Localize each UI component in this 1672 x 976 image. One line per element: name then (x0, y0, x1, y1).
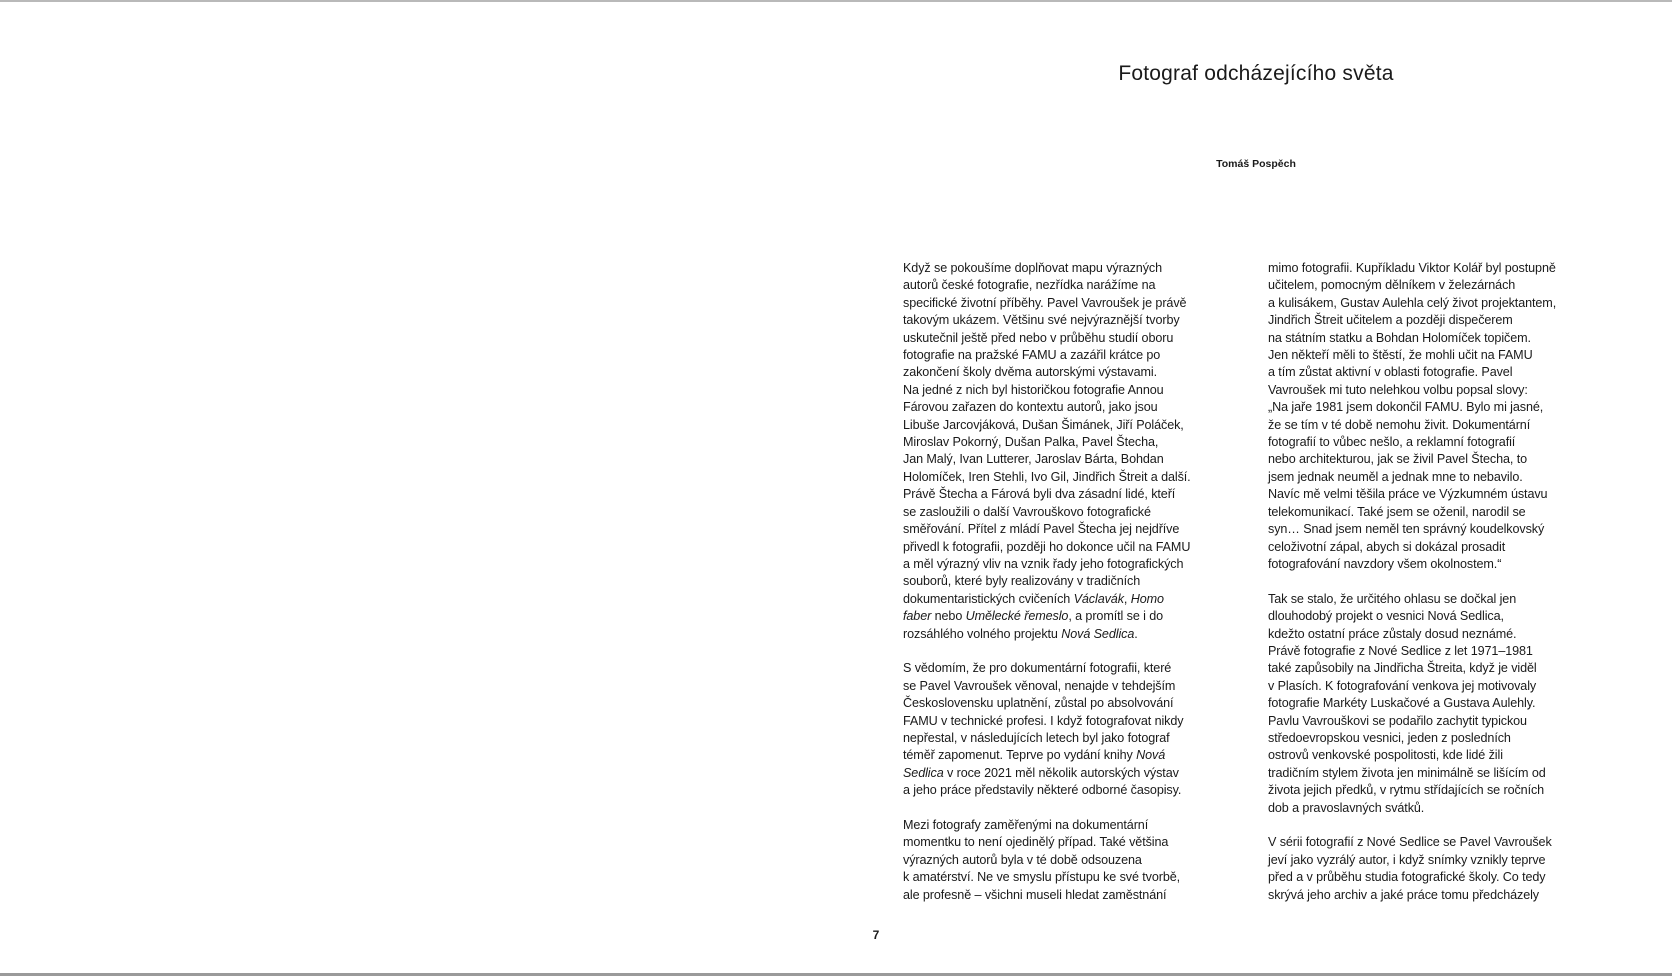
text-segment: V sérii fotografií z Nové Sedlice se Pavel Vavroušek (1268, 835, 1552, 850)
text-line (1268, 504, 1620, 521)
text-line (903, 660, 1255, 677)
text-segment: ostrovů venkovské pospolitosti, kde lidé žili (1268, 748, 1503, 763)
italic-title-segment: Nová Sedlica (1061, 626, 1135, 641)
text-line (903, 713, 1255, 730)
text-segment: rozsáhlého volného projektu (903, 626, 1062, 641)
italic-title-segment: Sedlica (903, 765, 944, 780)
article-title: Fotograf odcházejícího světa (1118, 62, 1394, 85)
text-line (1268, 782, 1620, 799)
text-line (903, 834, 1255, 851)
text-segment: a jeho práce představily některé odborné časopisy. (903, 783, 1182, 798)
text-line (903, 887, 1255, 904)
text-line (903, 486, 1255, 503)
text-segment: a tím zůstat aktivní v oblasti fotografie. Pavel (1268, 365, 1513, 380)
text-segment: že se tím v té době nemohu živit. Dokumentární (1268, 417, 1531, 432)
text-segment: celoživotní zápal, abych si dokázal prosadit (1268, 539, 1506, 554)
text-line (903, 765, 1255, 782)
text-segment: Libuše Jarcovjáková, Dušan Šimánek, Jiří Poláček, (903, 417, 1184, 432)
text-line (903, 782, 1255, 799)
text-segment: života jejich předků, v rytmu střídajících se ročních (1268, 783, 1545, 798)
text-line (1268, 451, 1620, 468)
text-segment: výrazných autorů byla v té době odsouzena (903, 852, 1142, 867)
text-segment: momentku to není ojedinělý případ. Také většina (903, 835, 1169, 850)
italic-title-segment: Nová (1136, 748, 1166, 763)
text-segment: tradičním stylem života jen minimálně se lišícím od (1268, 765, 1546, 780)
text-segment: Jen někteří měli to štěstí, že mohli učit na FAMU (1268, 348, 1533, 363)
text-line (1268, 800, 1620, 817)
text-line (1268, 330, 1620, 347)
text-segment: dlouhodobý projekt o vesnici Nová Sedlica, (1268, 609, 1504, 624)
text-line (1268, 887, 1620, 904)
text-segment: Jindřich Štreit učitelem a později dispečerem (1268, 313, 1513, 328)
text-segment: dob a pravoslavných svátků. (1268, 800, 1425, 815)
text-segment: nebo architekturou, jak se živil Pavel Štecha, to (1268, 452, 1528, 467)
text-column-right (1268, 260, 1620, 904)
italic-title-segment: Umělecké řemeslo (965, 609, 1069, 624)
text-segment: jeví jako vyzrálý autor, i když snímky vznikly teprve (1268, 852, 1546, 867)
text-segment: dokumentaristických cvičeních (903, 591, 1074, 606)
text-segment: fotografií to vůbec nešlo, a reklamní fotografií (1268, 435, 1516, 450)
text-line (903, 260, 1255, 277)
text-line (1268, 713, 1620, 730)
text-segment: a kulisákem, Gustav Aulehla celý život projektantem, (1268, 295, 1557, 310)
text-line (1268, 608, 1620, 625)
text-line (1268, 277, 1620, 294)
text-segment: Na jedné z nich byl historičkou fotografie Annou (903, 382, 1164, 397)
text-line (903, 695, 1255, 712)
text-line (903, 295, 1255, 312)
text-segment: před a v průběhu studia fotografické školy. Co tedy (1268, 870, 1546, 885)
text-line (1268, 834, 1620, 851)
text-line (903, 852, 1255, 869)
text-line (903, 399, 1255, 416)
paragraph-gap (903, 643, 1255, 660)
text-segment: , (1123, 591, 1131, 606)
text-segment: telekomunikací. Také jsem se oženil, narodil se (1268, 504, 1526, 519)
text-line (903, 504, 1255, 521)
text-line (1268, 399, 1620, 416)
text-segment: směřování. Přítel z mládí Pavel Štecha jej nejdříve (903, 522, 1180, 537)
text-segment: přivedl k fotografii, později ho dokonce učil na FAMU (903, 539, 1191, 554)
text-line (903, 608, 1255, 625)
text-column-left (903, 260, 1255, 904)
text-segment: Tak se stalo, že určitého ohlasu se dočkal jen (1268, 591, 1517, 606)
text-segment: na státním statku a Bohdan Holomíček topičem. (1268, 330, 1531, 345)
text-line (903, 539, 1255, 556)
text-line (1268, 260, 1620, 277)
text-line (903, 573, 1255, 590)
text-segment: S vědomím, že pro dokumentární fotografii, které (903, 661, 1172, 676)
text-line (903, 469, 1255, 486)
text-line (903, 556, 1255, 573)
text-segment: Právě fotografie z Nové Sedlice z let 1971–1981 (1268, 643, 1533, 658)
text-segment: mimo fotografii. Kupříkladu Viktor Kolář byl postupně (1268, 261, 1556, 275)
text-segment: Navíc mě velmi těšila práce ve Výzkumném ústavu (1268, 487, 1548, 502)
text-segment: se Pavel Vavroušek věnoval, nenajde v tehdejším (903, 678, 1176, 693)
text-line (1268, 556, 1620, 573)
text-segment: fotografování navzdory všem okolnostem.“ (1268, 556, 1502, 571)
text-line (1268, 591, 1620, 608)
text-segment: autorů české fotografie, nezřídka narážíme na (903, 278, 1156, 293)
text-segment: Pavlu Vavrouškovi se podařilo zachytit typickou (1268, 713, 1527, 728)
text-segment: skrývá jeho archiv a jaké práce tomu předcházely (1268, 887, 1539, 902)
top-border-rule (0, 0, 1672, 2)
text-segment: učitelem, pomocným dělníkem v železárnách (1268, 278, 1516, 293)
text-line (1268, 695, 1620, 712)
text-line (903, 312, 1255, 329)
paragraph-gap (1268, 573, 1620, 590)
text-line (903, 817, 1255, 834)
text-line (1268, 765, 1620, 782)
text-line (903, 347, 1255, 364)
text-line (1268, 678, 1620, 695)
italic-title-segment: Václavák (1073, 591, 1124, 606)
italic-title-segment: faber (903, 609, 932, 624)
text-segment: ale profesně – všichni museli hledat zaměstnání (903, 887, 1167, 902)
text-line (1268, 469, 1620, 486)
text-segment: fotografie na pražské FAMU a zazářil krátce po (903, 348, 1161, 363)
text-line (1268, 643, 1620, 660)
text-line (1268, 539, 1620, 556)
text-segment: fotografie Markéty Luskačové a Gustava Aulehly. (1268, 696, 1536, 711)
text-segment: Právě Štecha a Fárová byli dva zásadní lidé, kteří (903, 487, 1176, 502)
text-line (903, 451, 1255, 468)
text-line (1268, 852, 1620, 869)
text-line (1268, 382, 1620, 399)
text-segment: specifické životní příběhy. Pavel Vavroušek je právě (903, 295, 1187, 310)
text-line (903, 747, 1255, 764)
text-segment: v roce 2021 měl několik autorských výstav (943, 765, 1179, 780)
text-segment: FAMU v technické profesi. I když fotografovat nikdy (903, 713, 1184, 728)
text-line (1268, 660, 1620, 677)
page-number: 7 (872, 928, 880, 942)
text-segment: se zasloužili o další Vavrouškovo fotografické (903, 504, 1151, 519)
text-segment: souborů, které byly realizovány v tradičních (903, 574, 1141, 589)
text-segment: a měl výrazný vliv na vznik řady jeho fotografických (903, 556, 1184, 571)
text-segment: středoevropskou vesnici, jeden z posledních (1268, 730, 1511, 745)
paragraph-gap (903, 800, 1255, 817)
text-line (903, 364, 1255, 381)
text-line (903, 434, 1255, 451)
text-segment: zakončení školy dvěma autorskými výstavami. (903, 365, 1157, 380)
text-segment: Fárovou zařazen do kontextu autorů, jako jsou (903, 400, 1158, 415)
text-segment: Holomíček, Iren Stehli, Ivo Gil, Jindřich Štreit a další. (903, 469, 1191, 484)
text-segment: v Plasích. K fotografování venkova jej motivovaly (1268, 678, 1537, 693)
text-segment: syn… Snad jsem neměl ten správný koudelkovský (1268, 522, 1545, 537)
text-segment: kdežto ostatní práce zůstaly dosud neznámé. (1268, 626, 1517, 641)
text-segment: nebo (931, 609, 966, 624)
text-segment: téměř zapomenut. Teprve po vydání knihy (903, 748, 1137, 763)
text-segment: Vavroušek mi tuto nelehkou volbu popsal slovy: (1268, 382, 1528, 397)
paragraph-gap (1268, 817, 1620, 834)
text-segment: Československu uplatnění, zůstal po absolvování (903, 696, 1174, 711)
text-line (1268, 312, 1620, 329)
text-line (1268, 364, 1620, 381)
text-line (1268, 347, 1620, 364)
text-line (903, 382, 1255, 399)
text-line (903, 730, 1255, 747)
text-segment: Miroslav Pokorný, Dušan Palka, Pavel Štecha, (903, 435, 1159, 450)
text-line (903, 626, 1255, 643)
text-line (1268, 521, 1620, 538)
text-line (1268, 486, 1620, 503)
text-line (903, 277, 1255, 294)
text-segment: jsem jednak neuměl a jednak mne to nebavilo. (1268, 469, 1523, 484)
text-line (903, 521, 1255, 538)
text-line (903, 869, 1255, 886)
text-segment: takovým ukázem. Většinu své nejvýraznější tvorby (903, 313, 1180, 328)
text-line (1268, 747, 1620, 764)
text-line (903, 417, 1255, 434)
text-line (1268, 730, 1620, 747)
text-segment: , a promítl se i do (1068, 609, 1164, 624)
text-segment: také zapůsobily na Jindřicha Štreita, když je viděl (1268, 661, 1537, 676)
text-line (1268, 295, 1620, 312)
text-line (1268, 417, 1620, 434)
article-author: Tomáš Pospěch (1216, 158, 1296, 170)
text-line (1268, 434, 1620, 451)
text-segment: Mezi fotografy zaměřenými na dokumentární (903, 817, 1149, 832)
text-line (903, 678, 1255, 695)
text-line (1268, 869, 1620, 886)
text-segment: . (1134, 626, 1138, 641)
text-segment: Když se pokoušíme doplňovat mapu výrazných (903, 261, 1163, 275)
text-segment: uskutečnil ještě před nebo v průběhu studií oboru (903, 330, 1174, 345)
text-line (1268, 626, 1620, 643)
text-segment: nepřestal, v následujících letech byl jako fotograf (903, 730, 1170, 745)
text-line (903, 330, 1255, 347)
text-segment: „Na jaře 1981 jsem dokončil FAMU. Bylo mi jasné, (1268, 400, 1544, 415)
text-line (903, 591, 1255, 608)
italic-title-segment: Homo (1130, 591, 1164, 606)
text-segment: Jan Malý, Ivan Lutterer, Jaroslav Bárta, Bohdan (903, 452, 1164, 467)
text-segment: k amatérství. Ne ve smyslu přístupu ke své tvorbě, (903, 870, 1181, 885)
